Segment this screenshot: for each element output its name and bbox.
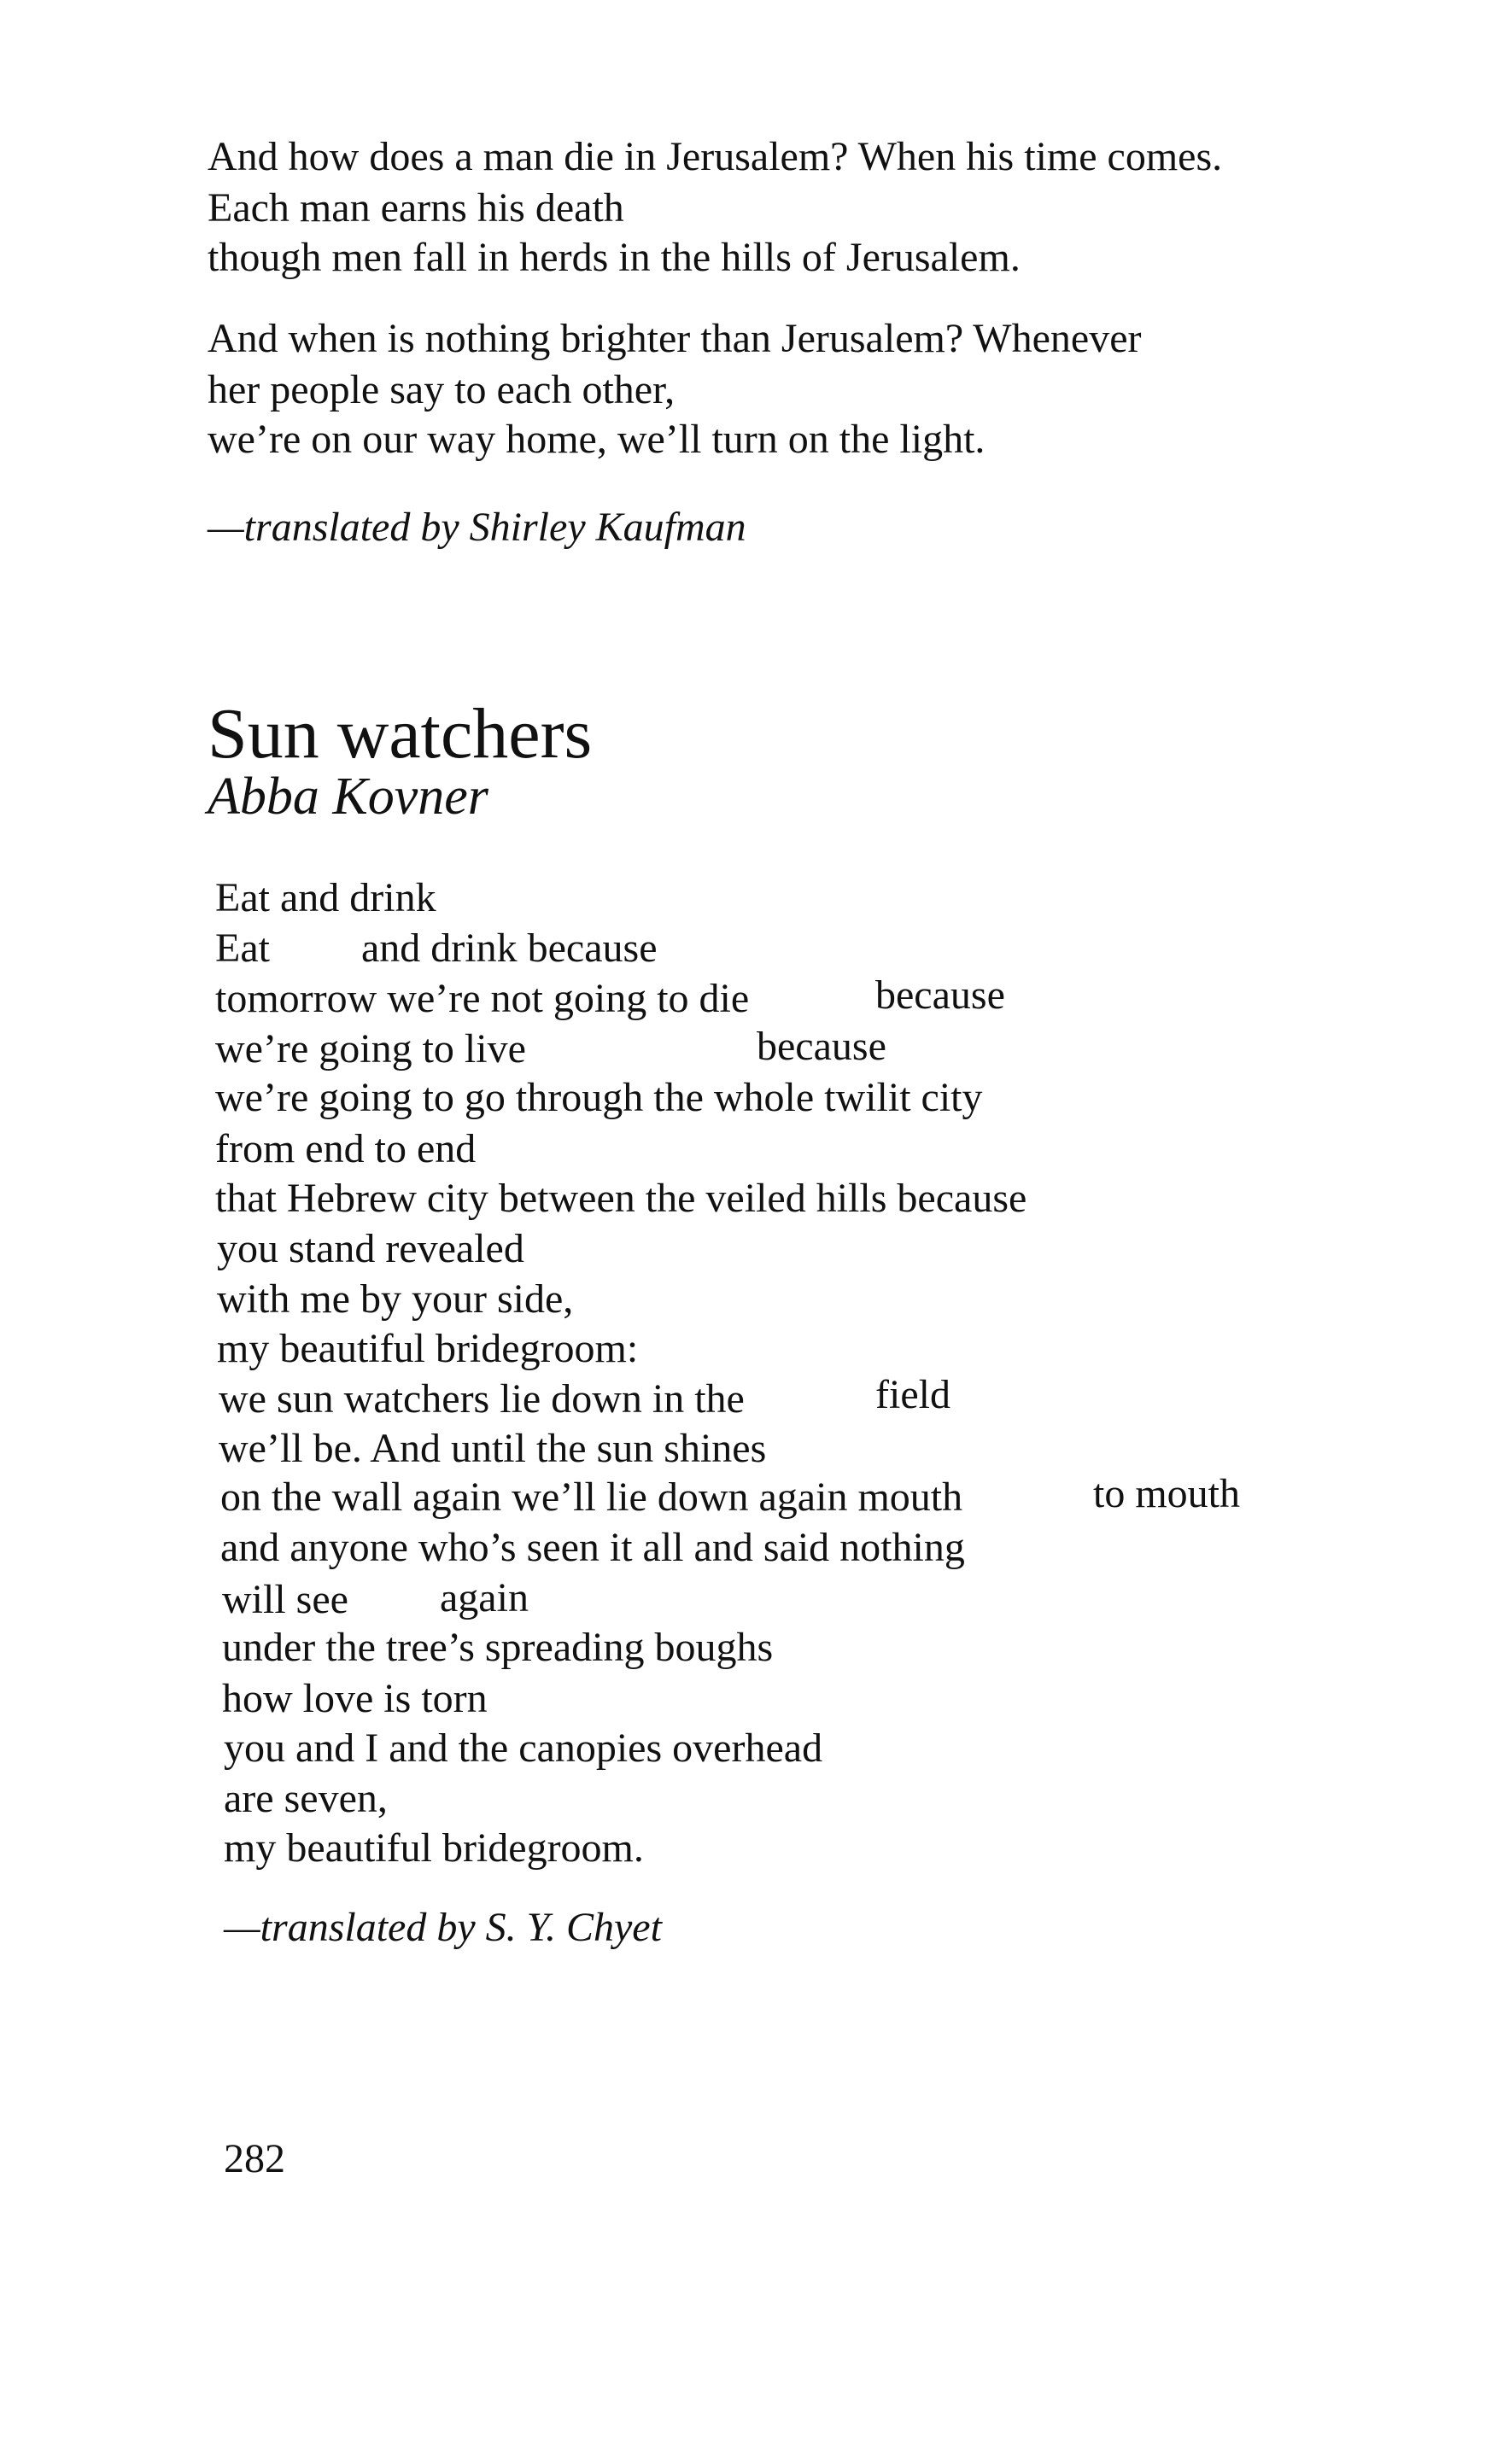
- poem-line: Eat: [215, 925, 270, 971]
- poem-line-fragment: field: [875, 1372, 950, 1417]
- poem-line: we’re going to go through the whole twilit city: [215, 1075, 983, 1120]
- poem-line-fragment: because: [875, 972, 1005, 1018]
- poem-line: how love is torn: [222, 1676, 488, 1721]
- poem-line: will see: [222, 1577, 348, 1622]
- poem-line-fragment: and drink because: [361, 925, 658, 971]
- prev-poem-line: we’re on our way home, we’ll turn on the light.: [208, 417, 986, 462]
- poem-line: my beautiful bridegroom.: [224, 1825, 644, 1871]
- poem-line: we sun watchers lie down in the: [219, 1376, 745, 1422]
- prev-poem-line: though men fall in herds in the hills of Jerusalem.: [208, 235, 1021, 280]
- page-number: 282: [224, 2136, 285, 2181]
- poem-line: are seven,: [224, 1776, 388, 1821]
- prev-poem-line: And when is nothing brighter than Jerusalem? Whenever: [208, 316, 1142, 361]
- prev-poem-line: her people say to each other,: [208, 367, 676, 412]
- poem-line: tomorrow we’re not going to die: [215, 976, 750, 1021]
- poem-title: Sun watchers: [208, 694, 593, 774]
- poem-author: Abba Kovner: [208, 768, 488, 826]
- poem-line: we’re going to live: [215, 1026, 526, 1071]
- poem-line: my beautiful bridegroom:: [217, 1326, 639, 1371]
- poem-line: under the tree’s spreading boughs: [222, 1625, 774, 1670]
- poem-translator-credit: —translated by S. Y. Chyet: [224, 1905, 662, 1950]
- poem-line: and anyone who’s seen it all and said nothing: [220, 1525, 965, 1570]
- poem-line: Eat and drink: [215, 875, 436, 920]
- poem-line: with me by your side,: [217, 1276, 574, 1322]
- prev-poem-translator-credit: —translated by Shirley Kaufman: [208, 505, 746, 550]
- poem-line: on the wall again we’ll lie down again mouth: [220, 1474, 963, 1520]
- poem-line: you stand revealed: [217, 1226, 524, 1271]
- prev-poem-line: And how does a man die in Jerusalem? When his time comes.: [208, 134, 1223, 179]
- prev-poem-line: Each man earns his death: [208, 185, 624, 231]
- poem-line-fragment: again: [440, 1575, 529, 1620]
- poem-line: that Hebrew city between the veiled hills because: [215, 1176, 1027, 1221]
- poem-line-fragment: because: [757, 1024, 886, 1069]
- poem-line-fragment: to mouth: [1093, 1471, 1241, 1516]
- poem-line: we’ll be. And until the sun shines: [219, 1426, 767, 1471]
- poem-line: you and I and the canopies overhead: [224, 1725, 823, 1771]
- poem-line: from end to end: [215, 1126, 477, 1171]
